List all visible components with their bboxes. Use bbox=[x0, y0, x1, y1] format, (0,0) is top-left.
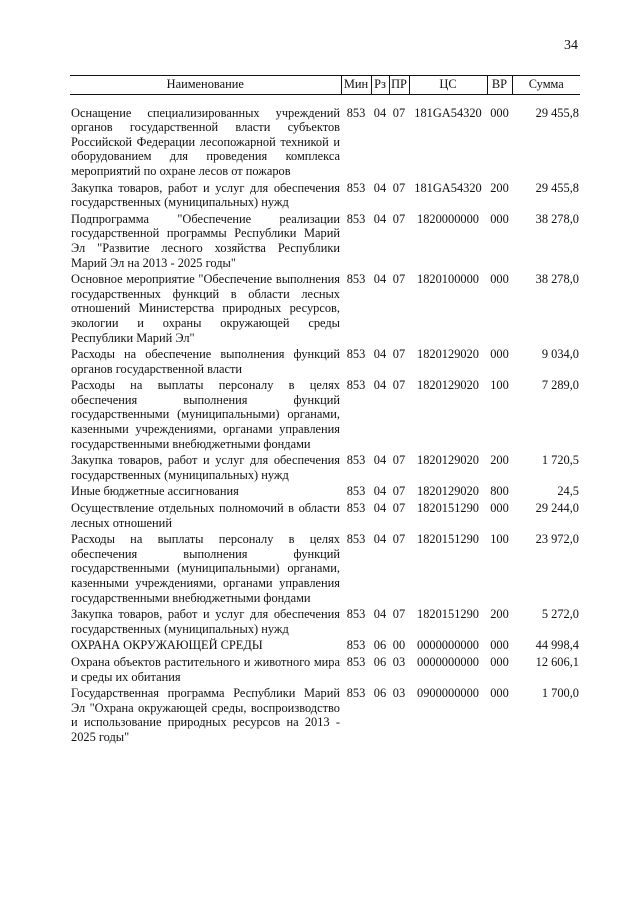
table-row bbox=[70, 605, 580, 636]
cell-pr: 07 bbox=[392, 607, 406, 622]
cell-sum: 29 244,0 bbox=[535, 501, 579, 516]
table-row bbox=[70, 530, 580, 605]
cell-name: Основное мероприятие "Обеспечение выполнения государственных функций в области лесных отношений Министерства природных ресурсов, экологии и охраны окружающей среды Республики Марий Эл" bbox=[71, 272, 340, 345]
cell-vr: 000 bbox=[490, 501, 509, 516]
cell-sum: 24,5 bbox=[557, 484, 579, 499]
cell-pr: 03 bbox=[392, 654, 406, 669]
header-min: Мин bbox=[341, 76, 371, 95]
cell-min: 853 bbox=[346, 378, 366, 393]
cell-vr: 000 bbox=[490, 638, 509, 653]
cell-name: ОХРАНА ОКРУЖАЮЩЕЙ СРЕДЫ bbox=[71, 638, 263, 653]
cell-min: 853 bbox=[346, 607, 366, 622]
cell-name: Закупка товаров, работ и услуг для обеспечения государственных (муниципальных) нужд bbox=[71, 453, 340, 482]
cell-min: 853 bbox=[346, 453, 366, 468]
cell-pr: 03 bbox=[392, 686, 406, 701]
table-row bbox=[70, 684, 580, 744]
cell-rz: 04 bbox=[373, 211, 387, 226]
cell-sum: 29 455,8 bbox=[535, 105, 579, 120]
header-cs: ЦС bbox=[409, 76, 487, 95]
cell-pr: 07 bbox=[392, 378, 406, 393]
cell-min: 853 bbox=[346, 501, 366, 516]
cell-rz: 04 bbox=[373, 532, 387, 547]
cell-sum: 29 455,8 bbox=[535, 180, 579, 195]
cell-cs: 1820129020 bbox=[417, 453, 479, 468]
cell-rz: 06 bbox=[373, 638, 387, 653]
cell-min: 853 bbox=[346, 211, 366, 226]
table-header-row bbox=[70, 76, 580, 95]
header-name: Наименование bbox=[70, 76, 341, 95]
cell-vr: 800 bbox=[490, 484, 509, 499]
cell-cs: 0000000000 bbox=[417, 654, 479, 669]
budget-table bbox=[70, 75, 580, 745]
cell-pr: 07 bbox=[392, 501, 406, 516]
header-pr: ПР bbox=[389, 76, 409, 95]
cell-vr: 100 bbox=[490, 532, 509, 547]
cell-pr: 07 bbox=[392, 532, 406, 547]
cell-min: 853 bbox=[346, 347, 366, 362]
cell-cs: 1820129020 bbox=[417, 347, 479, 362]
cell-vr: 200 bbox=[490, 453, 509, 468]
cell-sum: 5 272,0 bbox=[541, 607, 579, 622]
cell-rz: 06 bbox=[373, 686, 387, 701]
cell-cs: 1820151290 bbox=[417, 532, 479, 547]
cell-cs: 1820100000 bbox=[417, 272, 479, 287]
table-row bbox=[70, 499, 580, 530]
cell-rz: 04 bbox=[373, 484, 387, 499]
page-number: 34 bbox=[564, 38, 578, 53]
cell-vr: 100 bbox=[490, 378, 509, 393]
table-row bbox=[70, 482, 580, 499]
cell-vr: 000 bbox=[490, 272, 509, 287]
cell-min: 853 bbox=[346, 484, 366, 499]
table-row bbox=[70, 210, 580, 270]
cell-cs: 0900000000 bbox=[417, 686, 479, 701]
cell-min: 853 bbox=[346, 654, 366, 669]
table-row bbox=[70, 270, 580, 345]
cell-rz: 06 bbox=[373, 654, 387, 669]
cell-cs: 0000000000 bbox=[417, 638, 479, 653]
table-row bbox=[70, 345, 580, 376]
cell-name: Закупка товаров, работ и услуг для обеспечения государственных (муниципальных) нужд bbox=[71, 180, 340, 210]
cell-min: 853 bbox=[346, 638, 366, 653]
header-vr: ВР bbox=[487, 76, 512, 95]
header-rz: Рз bbox=[371, 76, 389, 95]
table-row bbox=[70, 636, 580, 653]
table-row bbox=[70, 94, 580, 178]
cell-cs: 1820151290 bbox=[417, 501, 479, 516]
table-row bbox=[70, 179, 580, 210]
cell-min: 853 bbox=[346, 180, 366, 195]
cell-name: Иные бюджетные ассигнования bbox=[71, 484, 239, 499]
cell-sum: 7 289,0 bbox=[541, 378, 579, 393]
cell-sum: 38 278,0 bbox=[535, 211, 579, 226]
cell-vr: 000 bbox=[490, 654, 509, 669]
cell-min: 853 bbox=[346, 532, 366, 547]
cell-rz: 04 bbox=[373, 347, 387, 362]
cell-pr: 07 bbox=[392, 180, 406, 195]
cell-pr: 00 bbox=[392, 638, 406, 653]
cell-min: 853 bbox=[346, 272, 366, 287]
cell-vr: 000 bbox=[490, 347, 509, 362]
cell-rz: 04 bbox=[373, 378, 387, 393]
cell-min: 853 bbox=[346, 105, 366, 120]
cell-name: Подпрограмма "Обеспечение реализации государственной программы Республики Марий Эл "Развитие лесного хозяйства Республики Марий Эл на 2013 - 2025 годы" bbox=[71, 211, 340, 270]
cell-cs: 181GA54320 bbox=[414, 180, 482, 195]
cell-name: Осуществление отдельных полномочий в области лесных отношений bbox=[71, 501, 340, 530]
cell-cs: 1820151290 bbox=[417, 607, 479, 622]
cell-cs: 1820000000 bbox=[417, 211, 479, 226]
cell-name: Расходы на выплаты персоналу в целях обеспечения выполнения функций государственными (муниципальными) органами, казенными учреждениями, органами управления государственными внебюджетными фондами bbox=[71, 378, 340, 451]
cell-pr: 07 bbox=[392, 453, 406, 468]
cell-name: Оснащение специализированных учреждений органов государственной власти субъектов Российской Федерации лесопожарной техникой и оборудованием для проведения комплекса мероприятий по охране лесов от пожаров bbox=[71, 105, 340, 178]
cell-rz: 04 bbox=[373, 501, 387, 516]
cell-rz: 04 bbox=[373, 105, 387, 120]
cell-rz: 04 bbox=[373, 272, 387, 287]
cell-name: Расходы на обеспечение выполнения функций органов государственной власти bbox=[71, 347, 340, 376]
cell-rz: 04 bbox=[373, 180, 387, 195]
cell-vr: 000 bbox=[490, 211, 509, 226]
cell-sum: 1 720,5 bbox=[541, 453, 579, 468]
cell-pr: 07 bbox=[392, 484, 406, 499]
table-row bbox=[70, 451, 580, 482]
cell-sum: 1 700,0 bbox=[541, 686, 579, 701]
table-row bbox=[70, 376, 580, 451]
cell-pr: 07 bbox=[392, 105, 406, 120]
cell-name: Охрана объектов растительного и животного мира и среды их обитания bbox=[71, 654, 340, 684]
cell-sum: 23 972,0 bbox=[535, 532, 579, 547]
cell-sum: 12 606,1 bbox=[535, 654, 579, 669]
cell-cs: 181GA54320 bbox=[414, 105, 482, 120]
cell-name: Закупка товаров, работ и услуг для обеспечения государственных (муниципальных) нужд bbox=[71, 607, 340, 636]
table-row bbox=[70, 653, 580, 684]
cell-vr: 200 bbox=[490, 180, 509, 195]
cell-rz: 04 bbox=[373, 607, 387, 622]
cell-vr: 000 bbox=[490, 105, 509, 120]
cell-rz: 04 bbox=[373, 453, 387, 468]
cell-sum: 9 034,0 bbox=[541, 347, 579, 362]
cell-name: Расходы на выплаты персоналу в целях обеспечения выполнения функций государственными (муниципальными) органами, казенными учреждениями, органами управления государственными внебюджетными фондами bbox=[71, 532, 340, 605]
cell-sum: 38 278,0 bbox=[535, 272, 579, 287]
cell-cs: 1820129020 bbox=[417, 484, 479, 499]
table-body bbox=[70, 94, 580, 744]
cell-min: 853 bbox=[346, 686, 366, 701]
cell-pr: 07 bbox=[392, 347, 406, 362]
cell-sum: 44 998,4 bbox=[535, 638, 579, 653]
cell-pr: 07 bbox=[392, 272, 406, 287]
cell-name: Государственная программа Республики Марий Эл "Охрана окружающей среды, воспроизводство и использование природных ресурсов на 2013 - 2025 годы" bbox=[71, 686, 340, 744]
cell-cs: 1820129020 bbox=[417, 378, 479, 393]
cell-vr: 000 bbox=[490, 686, 509, 701]
header-sum: Сумма bbox=[512, 76, 580, 95]
cell-pr: 07 bbox=[392, 211, 406, 226]
cell-vr: 200 bbox=[490, 607, 509, 622]
